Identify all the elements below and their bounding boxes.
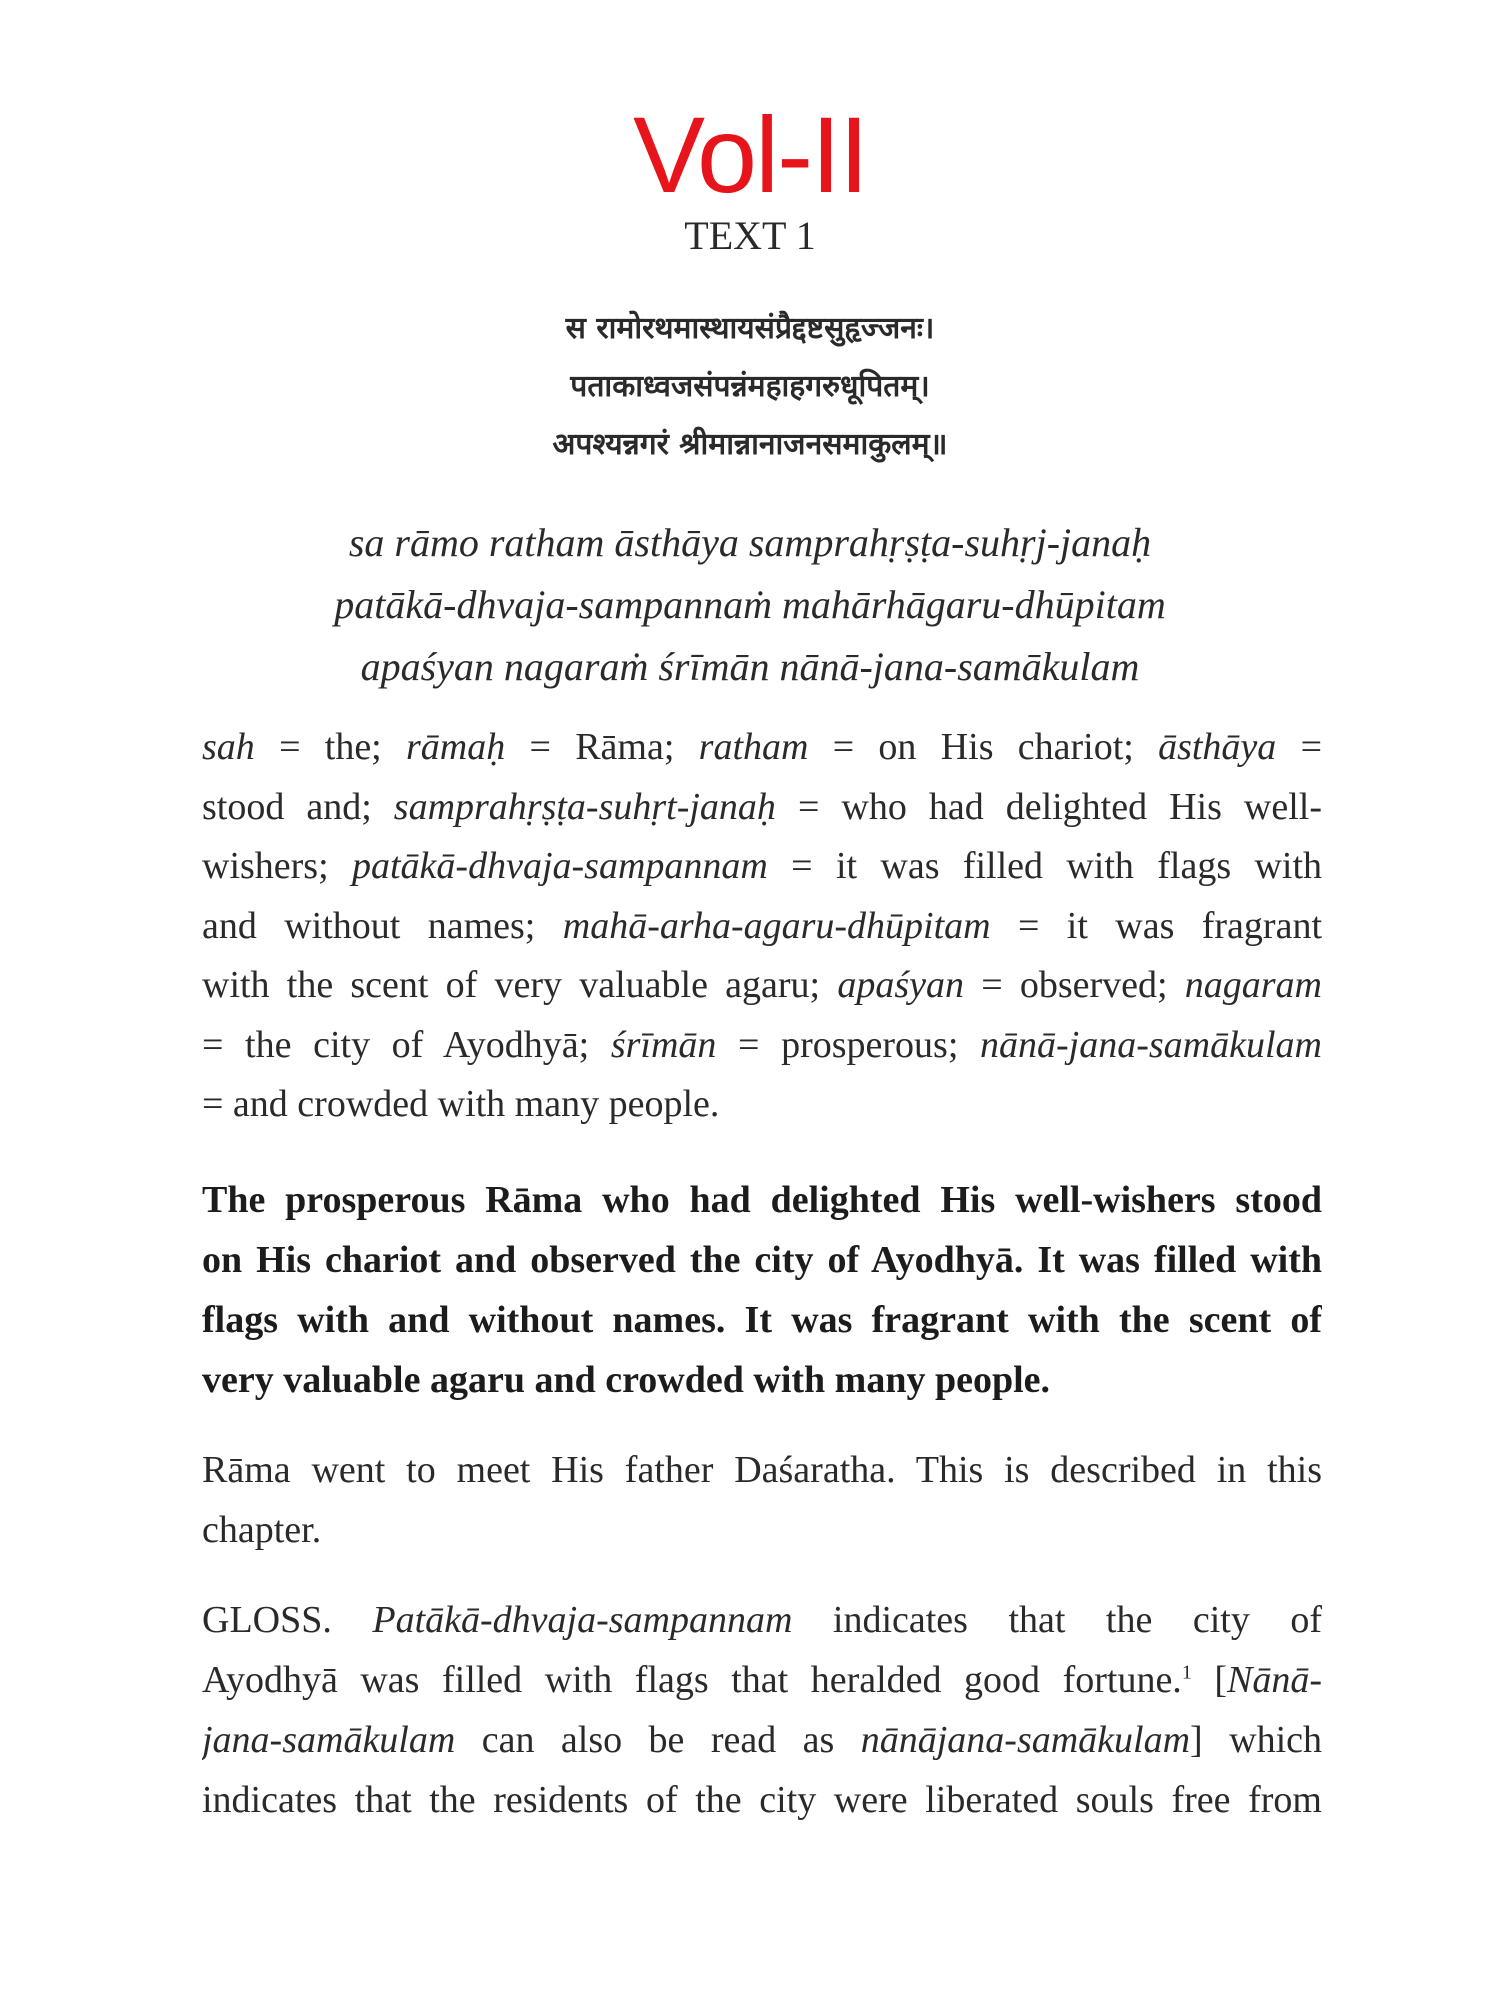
gloss-line: [202, 1650, 1322, 1710]
gloss-text: ] which: [1190, 1719, 1322, 1761]
translation-line: The prosperous Rāma who had delighted His well-wishers stood: [202, 1179, 1322, 1221]
devanagari-line: पताकाध्वजसंपन्नंमहाहगरुधूपितम्।: [570, 369, 930, 404]
synonym-text: = who had delighted His well-: [775, 785, 1322, 828]
synonyms-line: [202, 1016, 1322, 1076]
gloss-label: GLOSS.: [202, 1599, 373, 1641]
synonym-text: with the scent of very valuable agaru;: [202, 964, 838, 1006]
sanskrit-term: nānājana-samākulam: [860, 1719, 1191, 1761]
translation-line: very valuable agaru and crowded with many people.: [202, 1359, 1051, 1401]
gloss-text: Ayodhyā was filled with flags that heralded good fortune.: [202, 1659, 1182, 1701]
devanagari-line: स रामोरथमास्थायसंप्रैद्दष्टसुहृज्जनः।: [565, 311, 935, 346]
sanskrit-term: Patākā-dhvaja-sampannam: [372, 1599, 793, 1641]
word-for-word-synonyms: [202, 718, 1322, 1135]
gloss-text: indicates that the city of: [792, 1599, 1322, 1641]
synonym-text: =: [1276, 726, 1322, 768]
synonyms-line: [202, 778, 1322, 838]
transliterated-verse: [0, 512, 1500, 698]
sanskrit-term: jana-samākulam: [202, 1719, 456, 1761]
sanskrit-term: nagaram: [1184, 964, 1322, 1006]
transliteration-line: apaśyan nagaraṁ śrīmān nānā-jana-samākulam: [360, 644, 1140, 689]
sanskrit-term: Nānā-: [1227, 1659, 1322, 1701]
gloss-paragraph: [202, 1590, 1322, 1830]
synonym-text: = on His chariot;: [808, 726, 1159, 768]
translation-line: on His chariot and observed the city of Ayodhyā. It was filled with: [202, 1239, 1322, 1281]
synonyms-line: [202, 897, 1322, 957]
synonyms-line: [202, 956, 1322, 1016]
volume-title: Vol-II: [632, 94, 868, 215]
sanskrit-term: apaśyan: [837, 964, 964, 1006]
synonym-text: = the;: [254, 726, 407, 768]
synonym-text: and without names;: [202, 904, 563, 947]
text-heading: TEXT 1: [684, 213, 816, 258]
gloss-line: indicates that the residents of the city were liberated souls free from: [202, 1779, 1322, 1821]
devanagari-verse: [0, 300, 1500, 474]
sanskrit-term: samprahṛṣṭa-suhṛt-janaḥ: [393, 785, 776, 828]
synonym-text: = Rāma;: [505, 726, 699, 768]
summary-line: Rāma went to meet His father Daśaratha. This is described in this: [202, 1449, 1322, 1491]
sanskrit-term: rāmaḥ: [406, 726, 506, 768]
synonym-text: = the city of Ayodhyā;: [202, 1023, 611, 1066]
transliteration-line: patākā-dhvaja-sampannaṁ mahārhāgaru-dhūpitam: [334, 582, 1166, 627]
gloss-line: [202, 1710, 1322, 1770]
sanskrit-term: mahā-arha-agaru-dhūpitam: [562, 904, 991, 947]
synonym-text: = it was fragrant: [990, 904, 1322, 947]
synonym-text: wishers;: [202, 845, 352, 887]
sanskrit-term: patākā-dhvaja-sampannam: [352, 845, 768, 887]
translation-line: flags with and without names. It was fragrant with the scent of: [202, 1299, 1322, 1341]
sanskrit-term: ratham: [698, 726, 809, 768]
sanskrit-term: nānā-jana-samākulam: [980, 1023, 1322, 1066]
sanskrit-term: āsthāya: [1158, 726, 1277, 768]
gloss-text: [: [1191, 1659, 1227, 1701]
synonyms-line: [202, 718, 1322, 778]
gloss-text: can also be read as: [455, 1719, 861, 1761]
footnote-marker[interactable]: 1: [1181, 1661, 1192, 1684]
verse-translation: [202, 1170, 1322, 1410]
devanagari-line: अपश्यन्नगरं श्रीमान्नानाजनसमाकुलम्॥: [552, 427, 948, 462]
synonym-text: = observed;: [963, 964, 1185, 1006]
sanskrit-term: śrīmān: [610, 1023, 717, 1066]
sanskrit-term: sah: [202, 726, 255, 768]
gloss-line: [202, 1590, 1322, 1650]
transliteration-line: sa rāmo ratham āsthāya samprahṛṣṭa-suhṛj-janaḥ: [348, 520, 1152, 565]
synonym-text: = prosperous;: [716, 1023, 981, 1066]
summary-line: chapter.: [202, 1509, 322, 1551]
synonyms-line: = and crowded with many people.: [202, 1083, 720, 1125]
synonym-text: = it was filled with flags with: [767, 845, 1322, 887]
synonym-text: stood and;: [202, 785, 394, 828]
synonyms-line: [202, 837, 1322, 897]
chapter-summary: [202, 1440, 1322, 1560]
